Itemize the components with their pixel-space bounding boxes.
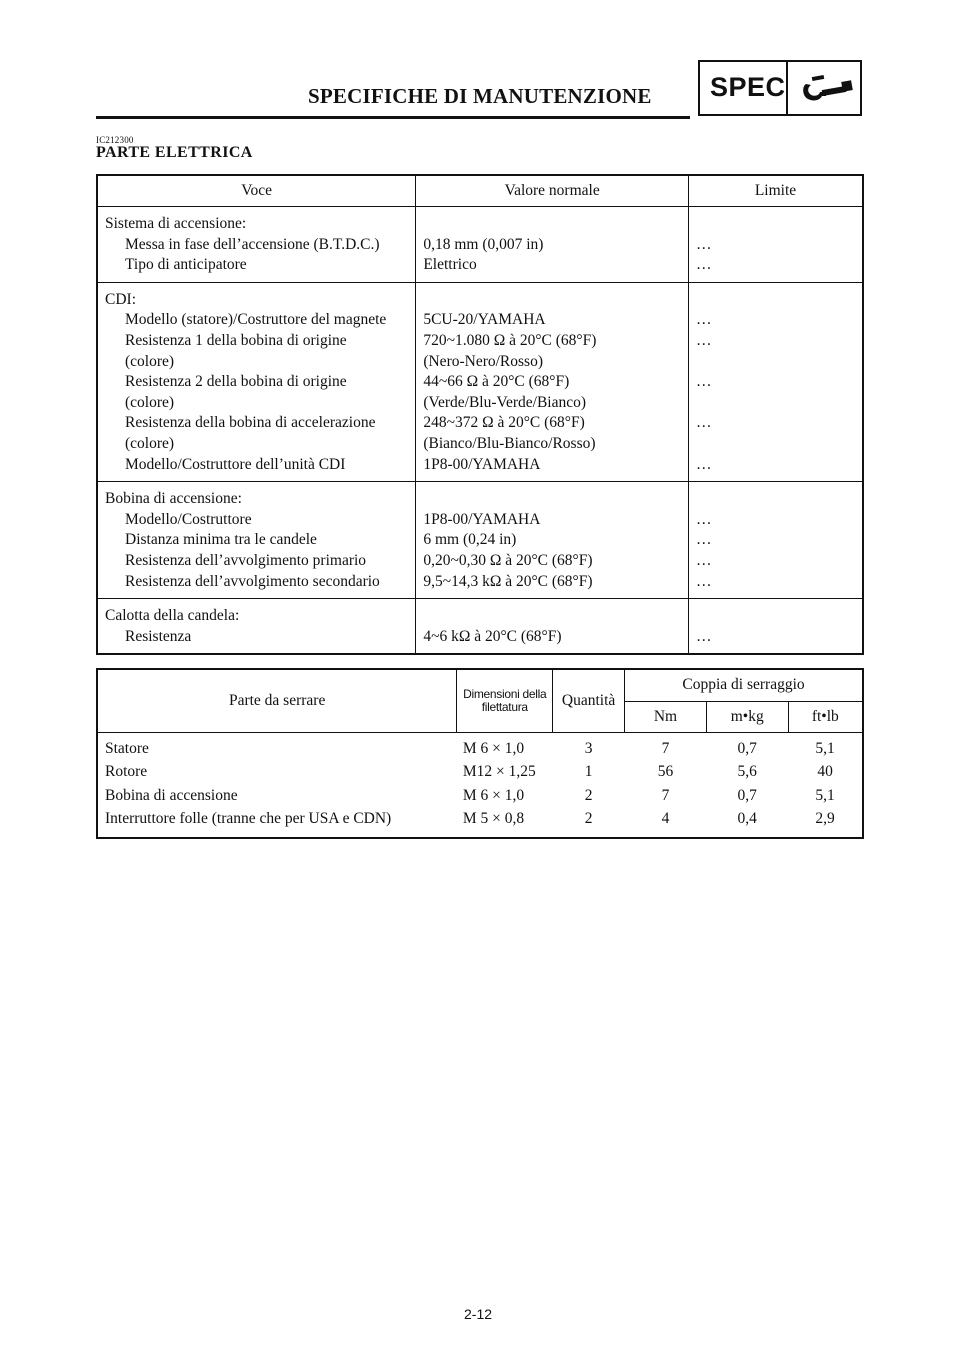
spec-value: 0,20~0,30 Ω à 20°C (68°F) [423,551,593,569]
spec-limit: … [696,627,712,645]
spec-value: (Verde/Blu-Verde/Bianco) [423,393,587,411]
torque-nm: 56 [657,763,674,780]
spec-limit: … [696,572,712,590]
spec-item-cell [97,282,416,481]
spec-value: 44~66 Ω à 20°C (68°F) [423,373,570,391]
spec-value: 9,5~14,3 kΩ à 20°C (68°F) [423,572,593,590]
col-ftlb [788,732,863,838]
spec-value: 4~6 kΩ à 20°C (68°F) [423,627,562,645]
table-header-row [97,175,863,207]
torque-ftlb: 2,9 [815,810,835,827]
header-limit: Limite [689,175,863,207]
spec-limit-cell [689,482,863,599]
col-nm [625,732,707,838]
torque-qty: 2 [584,810,593,827]
spec-limit [696,393,862,414]
torque-part: Rotore [105,763,148,780]
spec-item: Modello/Costruttore [125,510,252,528]
spec-limit-cell [689,282,863,481]
spec-value-cell [416,599,689,655]
spec-limit: … [696,531,712,549]
torque-part: Interruttore folle (tranne che per USA e CDN) [105,810,392,827]
spec-value: (Bianco/Blu-Bianco/Rosso) [423,434,596,452]
spec-limit-cell [689,207,863,283]
spec-value-cell [416,207,689,283]
spec-value: 0,18 mm (0,007 in) [423,235,544,253]
spec-item-cell [97,482,416,599]
spec-limit: … [696,256,712,274]
torque-part: Bobina di accensione [105,786,238,804]
electrical-spec-table [96,174,864,655]
group-title: Sistema di accensione: [105,215,247,232]
spec-item: (colore) [125,352,175,370]
spec-group-row [97,282,863,481]
spec-group-row [97,207,863,283]
section-code: IC212300 [96,135,134,145]
spec-item: (colore) [125,393,175,411]
group-title: Calotta della candela: [105,607,240,625]
badge-divider [786,62,788,114]
spec-value: Elettrico [423,256,477,274]
spec-item-cell [97,207,416,283]
torque-ftlb: 5,1 [815,739,835,757]
spec-value: 6 mm (0,24 in) [423,531,517,549]
page-title: SPECIFICHE DI MANUTENZIONE [308,84,652,108]
spec-value: 1P8-00/YAMAHA [423,510,541,528]
spec-limit-cell [689,599,863,655]
spec-item: Resistenza dell’avvolgimento secondario [125,572,380,590]
spec-limit: … [696,510,712,528]
spec-limit [696,352,862,373]
header-standard-value: Valore normale [416,175,689,207]
header-mkg: m•kg [706,701,788,732]
spec-value: 248~372 Ω à 20°C (68°F) [423,414,585,432]
torque-nm: 7 [661,739,670,757]
spec-value: 720~1.080 Ω à 20°C (68°F) [423,331,597,349]
spec-item: Resistenza 2 della bobina di origine [125,373,347,391]
spec-value: (Nero-Nero/Rosso) [423,352,543,370]
torque-mkg: 0,4 [737,810,757,827]
torque-thread: M 6 × 1,0 [462,739,525,757]
spec-limit: … [696,311,712,329]
header-rule [96,116,690,119]
torque-thread: M 6 × 1,0 [462,786,525,804]
torque-rows [97,732,863,838]
wrench-icon [798,70,856,108]
spec-limit: … [696,414,712,432]
header-ftlb: ft•lb [788,701,863,732]
spec-item: Distanza minima tra le candele [125,531,317,549]
spec-item: Resistenza dell’avvolgimento primario [125,551,367,569]
spec-item: Resistenza [125,627,192,645]
torque-thread: M12 × 1,25 [462,763,536,780]
group-title: Bobina di accensione: [105,490,242,508]
spec-item: Modello (statore)/Costruttore del magnete [125,311,387,329]
torque-qty: 3 [584,739,593,757]
spec-limit: … [696,331,712,349]
spec-value: 1P8-00/YAMAHA [423,455,541,473]
spec-limit: … [696,455,712,473]
torque-mkg: 0,7 [737,786,757,804]
torque-mkg: 5,6 [737,763,757,780]
spec-group-row [97,599,863,655]
spec-item: Tipo di anticipatore [125,256,247,274]
col-mkg [706,732,788,838]
col-part [97,732,457,838]
header-part: Parte da serrare [97,669,457,732]
spec-item: (colore) [125,434,175,452]
torque-ftlb: 5,1 [815,786,835,804]
header-quantity: Quantità [553,669,625,732]
spec-value: 5CU-20/YAMAHA [423,311,546,329]
header-item: Voce [97,175,416,207]
header-thread-line2: filettatura [481,699,528,714]
spec-group-row [97,482,863,599]
torque-nm: 4 [661,810,670,827]
torque-nm: 7 [661,786,670,804]
section-title: PARTE ELETTRICA [96,144,253,161]
torque-qty: 1 [584,763,593,780]
page-number: 2-12 [464,1306,493,1322]
spec-item: Messa in fase dell’accensione (B.T.D.C.) [125,235,380,253]
torque-table [96,668,864,839]
header-torque: Coppia di serraggio [625,669,863,701]
torque-qty: 2 [584,786,593,804]
spec-limit [696,434,862,455]
header-thread-line1: Dimensioni della [463,686,547,701]
spec-limit: … [696,551,712,569]
spec-value-cell [416,282,689,481]
col-thread [457,732,553,838]
spec-item: Modello/Costruttore dell’unità CDI [125,455,346,473]
torque-thread: M 5 × 0,8 [462,810,525,827]
header-thread-size [457,669,553,732]
torque-ftlb: 40 [817,763,833,780]
group-title: CDI: [105,290,136,308]
spec-item: Resistenza della bobina di accelerazione [125,414,376,432]
spec-item-cell [97,599,416,655]
spec-item: Resistenza 1 della bobina di origine [125,331,347,349]
col-qty [553,732,625,838]
spec-badge-label: SPEC [710,72,786,102]
spec-limit: … [696,373,712,391]
spec-value-cell [416,482,689,599]
torque-mkg: 0,7 [737,739,757,757]
header-nm: Nm [625,701,707,732]
spec-limit: … [696,235,712,253]
torque-part: Statore [105,739,149,757]
spec-badge [698,60,862,116]
